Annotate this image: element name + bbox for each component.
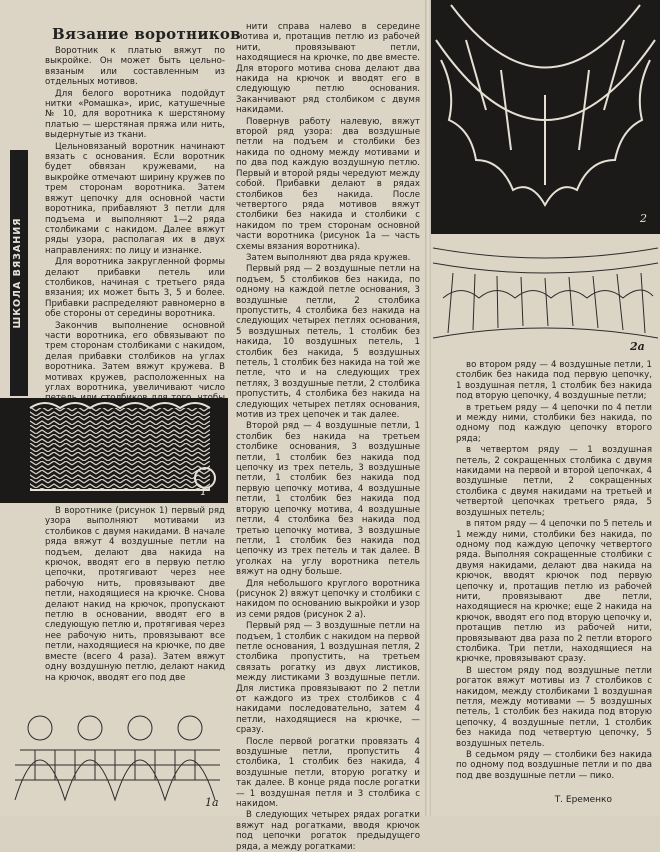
paragraph: во втором ряду — 4 воздушные петли, 1 столбик без накида под первую цепочку, 1 воздушная петля, 1 столбик без накида под вторую цепочку, 4 воздушные петли; [456,360,652,402]
paragraph: в третьем ряду — 4 цепочки по 4 петли и между ними, столбики без накида, по одному под каждую цепочку второго ряда; [456,402,652,444]
paragraph: В следующих четырех рядах рогатки вяжут над рогатками, вводя крючок под цепочки рогаток предыдущего ряда, а между рогатками: [236,810,420,852]
crochet-chart-1a [5,690,230,812]
paragraph: Закончив выполнение основной части воротника, его обвязывают по трем сторонам столбиками с накидом, делая прибавки столбиков на углах воротника. Затем вяжут кружева. В мотивах кружев, расположенных на углах воротника, увеличивают число [45,320,225,393]
paragraph: нити справа налево в середине мотива и, протащив петлю из рабочей нити, провязывают петли, находящиеся на крючке, по две вместе. Для второго мотива снова делают два накида на крючок и вводят его в следующую петлю основания. Заканчивают ряд столбиком с двумя накидами. [236,22,420,116]
photo-figure-2 [431,0,660,234]
figure-2-caption: 2 [640,212,647,225]
paragraph: Для небольшого круглого воротника (рисунок 2) вяжут цепочку и столбики с накидом по основанию выкройки и узор из семи рядов (рисунок 2 а). [236,578,420,620]
paragraph: в пятом ряду — 4 цепочки по 5 петель и 1 между ними, столбики без накида, по одному под каждую цепочку четвертого ряда. Выполняя сокращенные столбики с двумя накидами, делают два накида на крючок, вводят крючок под первую цепочку и, протащив петлю из рабочей нити, провязывают две петли, находящиеся на крючке; еще 2 накида на крючок, вводят его под вторую цепочку и, протащив петлю из рабочей нити, провязывают два раза по 2 петли второго столбика. Три петли, находящиеся на крючке, провязывают сразу. [456,519,652,665]
author-signature: Т. Еременко [554,795,612,805]
text-column-2 [236,22,420,852]
paragraph: Второй ряд — 4 воздушные петли, 1 столбик без накида на третьем столбике основания, 3 воздушные петли, 1 столбик без накида под цепочку из трех петель, 3 воздушные петли, 1 столбик без накида под первую цепочку мотива, 4 воздушные петли, 1 столбик без накида под вторую цепочку мотива, 4 воздушные петли, 4 столбика без накида под третью цепочку мотива, 3 воздушные петли, 1 столбик без накида под цепочку из трех петель и так далее. В уголках на углу воротника петель вяжут на одну больше. [236,421,420,578]
figure-1a-caption: 1а [205,796,219,809]
diagram-figure-1a [5,690,230,812]
text-column-3 [456,360,652,796]
paragraph: В седьмом ряду — столбики без накида по одному под воздушные петли и по два под две воздушные петли — пико. [456,750,652,781]
round-collar-image [431,0,660,234]
paragraph: Первый ряд — 3 воздушные петли на подъем, 1 столбик с накидом на первой петле основания, 1 воздушная петля, 2 столбика пропустить, на третьем связать рогатку из двух листиков, между листиками 3 воздушные петли. Для листика провязывают по 2 петли от каждого из трех столбиков с 4 накидами последовательно, затем 4 петли, находящиеся на крючке, — сразу. [236,621,420,736]
paragraph: Цельновязаный воротник начинают вязать с основания. Если воротник будет обвязан кружевами, на выкройке отмечают ширину кружев по трем сторонам воротника. Затем вяжут цепочку для основной части воротника, прибавляют 3 петли для подъема и выполняют 1—2 ряда столбиками с накидом. Далее вяжут ряды узора, располагая их в двух направлениях: по лицу и изнанке. [45,141,225,256]
paragraph: В воротнике (рисунок 1) первый ряд узора выполняют мотивами из столбиков с двумя накидами. В начале ряда вяжут 4 воздушные петли на подъем, делают два накида на крючок, вводят его в первую петлю цепочки, протягивают через нее рабочую нить, провязывают две петли, находящиеся на крючке. Снова делают накид на крючок, пропускают петлю в основании, вводят его в следующую петлю и, протягивая через нее рабочую нить, провязывают все петли, находящиеся на крючке, по две вместе (всего 4 раза). Затем вяжут одну воздушную петлю, делают накид на крючок, вводят его под две [45,506,225,683]
paragraph: В шестом ряду под воздушные петли рогаток вяжут мотивы из 7 столбиков с накидом, между столбиками 1 воздушная петля, между мотивами — 5 воздушных петель, 1 столбик без накида под вторую цепочку, 4 воздушные петли, 1 столбик без накида под четвертую цепочку, 5 воздушных петель. [456,665,652,749]
paragraph: в четвертом ряду — 1 воздушная петель, 2 сокращенных столбика с двумя накидами на первой и второй цепочках, 4 воздушные петли, 2 сокращенных столбика с двумя накидами на третьей и четвертой цепочках третьего ряда, 5 воздушных петель; [456,445,652,518]
paragraph: Воротник к платью вяжут по выкройке. Он может быть цельно-вязаным или составленным из отдельных мотивов. [45,46,225,88]
lace-strip-image [0,398,228,503]
diagram-figure-2a [433,238,658,356]
paragraph: Для белого воротника подойдут нитки «Ромашка», ирис, катушечные № 10, для воротника к шерстяному платью — шерстяная пряжа или нить, выдернутые из ткани. [45,88,225,141]
paragraph: Первый ряд — 2 воздушные петли на подъем, 5 столбиков без накида, по одному на каждой петле основания, 3 воздушные петли, 2 столбика пропустить, 4 столбика без накида на следующих четырех петлях основания, 5 воздушных петель, 1 столбик без накида, 10 воздушных петель, 1 столбик без накида, 5 воздушных петель, 1 столбик без накида на той же петле, что и на следующих трех петлях, 3 воздушные петли, 2 столбика пропустить, 4 столбика без накида на следующих четырех петлях основания, мотив из трех цепочек и так далее. [236,264,420,421]
figure-2a-caption: 2а [630,340,645,353]
magazine-page: Вязание воротников Воротник к платью вяжут по выкройке. Он может быть цельно-вязаным или составленным из отдельных мотивов. Для белого воротника подойдут нитки «Ромашка», ирис, катушечные № 10, для воротника к шерстяному платью — шерстяная пряжа или нить, выдернутые из ткани. Цельновязаный воротник начинают вязать с основания. Если воротник будет обвязан кружевами, на выкройке отмечают ширину кружев по трем сторонам воротника. Затем вяжут цепочку для основной части воротника, прибавляют 3 петли для подъема и выполняют 1—2 ряда столбиками с накидом. Далее вяжут ряды узора, располагая их в двух направлениях: по лицу и изнанке. Для воротника закругленной формы делают прибавки петель или столбиков, начиная с третьего ряда вязания; их может быть 3, 5 и более. Прибавки распределяют равномерно в обе стороны от середины воротника. Закончив выполнение основной части воротника, его обвязывают по трем сторонам столбиками с накидом, делая прибавки столбиков на углах воротника. Затем вяжут кружева. В мотивах кружев, расположенных на углах воротника, увеличивают число ШКОЛА ВЯЗАНИЯ 1 В воротнике (рисунок 1) первый ряд узора выполняют мотивами из столбиков с двумя накидами. В начале ряда вяжут 4 воздушные петли на подъем, делают два накида на крючок, вводят его в первую петлю цепочки, протягивают через нее рабочую нить, провязывают две петли, находящиеся на крючке. Снова делают накид на крючок, пропускают петлю в основании, вводят его в следующую петлю и, протягивая через нее рабочую нить, провязывают все петли, находящиеся на крючке, по две вместе (всего 4 раза). Затем вяжут одну воздушную петлю, делают накид на крючок, вводят его под две 1а нити справа налево в середине мотива и, протащив петлю из рабочей нити, провязывают петли, находящиеся на крючке, по две вместе. Для второго мотива снова делают два накида на крючок и вводят его в следующую петлю основания. Заканчивают ряд столбиком с двумя накидами. Повернув работу налевую, вяжут второй ряд узора: два воздушные петли на подъем и столбики без накида по одному между мотивами и по два под каждую воздушную петлю. Первый и второй ряды чередуют между собой. Прибавки делают в рядах столбиков без накида. После четвертого ряда мотивов вяжут столбики без накида и столбики с накидом по трем сторонам основной части воротника (рисунок 1а — часть схемы вязания воротника). Затем выполняют два ряда кружев. Первый ряд — 2 воздушные петли на подъем, 5 столбиков без накида, по одному на каждой петле основания, 3 воздушные петли, 2 столбика пропустить, 4 столбика без накида на следующих четырех петлях основания, 5 воздушных петель, 1 столбик без накида, 10 воздушных петель, 1 столбик без накида, 5 воздушных петель, 1 столбик без накида на той же петле, что и на следующих трех петлях, 3 воздушные петли, 2 столбика пропустить, 4 столбика без накида на следующих четырех петлях основания, мотив из трех цепочек и так далее. Второй ряд — 4 воздушные петли, 1 столбик без накида на третьем столбике основания, 3 воздушные петли, 1 столбик без накида под цепочку из трех петель, 3 воздушные петли, 1 столбик без накида под первую цепочку мотива, 4 воздушные петли, 1 столбик без накида под вторую цепочку мотива, 4 воздушные петли, 4 столбика без накида под третью цепочку мотива, 3 воздушные петли, 1 столбик без накида под цепочку из трех петель и так далее. В уголках на углу воротника петель вяжут на одну больше. Для небольшого круглого воротника (рисунок 2) вяжут цепочку и столбики с накидом по основанию выкройки и узор из семи рядов (рисунок 2 а). Первый ряд — 3 воздушные петли на подъем, 1 столбик с накидом на первой петле основания, 1 воздушная петля, 2 столбика пропустить, на третьем связать рогатку из двух листиков, между листиками 3 воздушные петли. Для листика провязывают по 2 петли от каждого из трех столбиков с 4 накидами последовательно, затем 4 петли, находящиеся на крючке, — сразу. После первой рогатки провязать 4 воздушные петли, пропустить 4 столбика, 1 столбик без накида, 4 воздушные петли, вторую рогатку и так далее. В конце ряда после рогатки — 1 воздушная петля и 3 столбика с накидом. В следующих четырех рядах рогатки вяжут над рогатками, вводя крючок под цепочки рогаток предыдущего ряда, а между рогатками: 2 2а во втором ряду — 4 воздушные петли, 1 столбик без накида под первую цепочку, 1 воздушная петля, 1 столбик без накида под вторую цепочку, 4 воздушные петли; в третьем ряду — 4 цепочки по 4 петли и между ними, столбики без накида, по одному под каждую цепочку второго ряда; в четвертом ряду — 1 воздушная петель, 2 сокращенных столбика с двумя накидами на первой и второй цепочках, 4 воздушные петли, 2 сокращенных столбика с двумя накидами на третьей и четвертой цепочках третьего ряда, 5 воздушных петель; в пятом ряду — 4 цепочки по 5 петель и 1 между ними, столбики без накида, по одному под каждую цепочку четвертого ряда. Выполняя сокращенные столбики с двумя накидами, делают два накида на крючок, вводят крючок под первую цепочку и, протащив петлю из рабочей нити, провязывают две петли, находящиеся на крючке; еще 2 накида на крючок, вводят его под вторую цепочку и, протащив петлю из рабочей нити, провязывают два раза по 2 петли второго столбика. Три петли, находящиеся на крючке, провязывают сразу. В шестом ряду под воздушные петли рогаток вяжут мотивы из 7 столбиков с накидом, между столбиками 1 воздушная петля, между мотивами — 5 воздушных петель, 1 столбик без накида под вторую цепочку, 4 воздушные петли, 1 столбик без накида под четвертую цепочку, 5 воздушных петель. В седьмом ряду — столбики без накида по одному под воздушные петли и по два под две воздушные петли — пико. Т. Еременко [0,0,660,816]
photo-figure-1 [0,398,228,503]
paragraph: После первой рогатки провязать 4 воздушные петли, пропустить 4 столбика, 1 столбик без накида, 4 воздушные петли, вторую рогатку и так далее. В конце ряда после рогатки — 1 воздушная петля и 3 столбика с накидом. [236,736,420,810]
paragraph: Для воротника закругленной формы делают прибавки петель или столбиков, начиная с третьего ряда вязания; их может быть 3, 5 и более. Прибавки распределяют равномерно в обе стороны от середины воротника. [45,257,225,320]
crochet-chart-2a [433,238,658,356]
paragraph: Повернув работу налевую, вяжут второй ряд узора: два воздушные петли на подъем и столбики без накида по одному между мотивами и по два под каждую воздушную петлю. Первый и второй ряды чередуют между собой. Прибавки делают в рядах столбиков без накида. После четвертого ряда мотивов вяжут столбики без накида и столбики с накидом по трем сторонам основной части воротника (рисунок 1а — часть схемы вязания воротника). [236,116,420,252]
text-column-1b [45,506,225,688]
paragraph: Затем выполняют два ряда кружев. [246,252,411,263]
text-column-1 [45,46,225,393]
article-title: Вязание воротников [52,25,241,43]
figure-1-caption: 1 [200,485,207,498]
